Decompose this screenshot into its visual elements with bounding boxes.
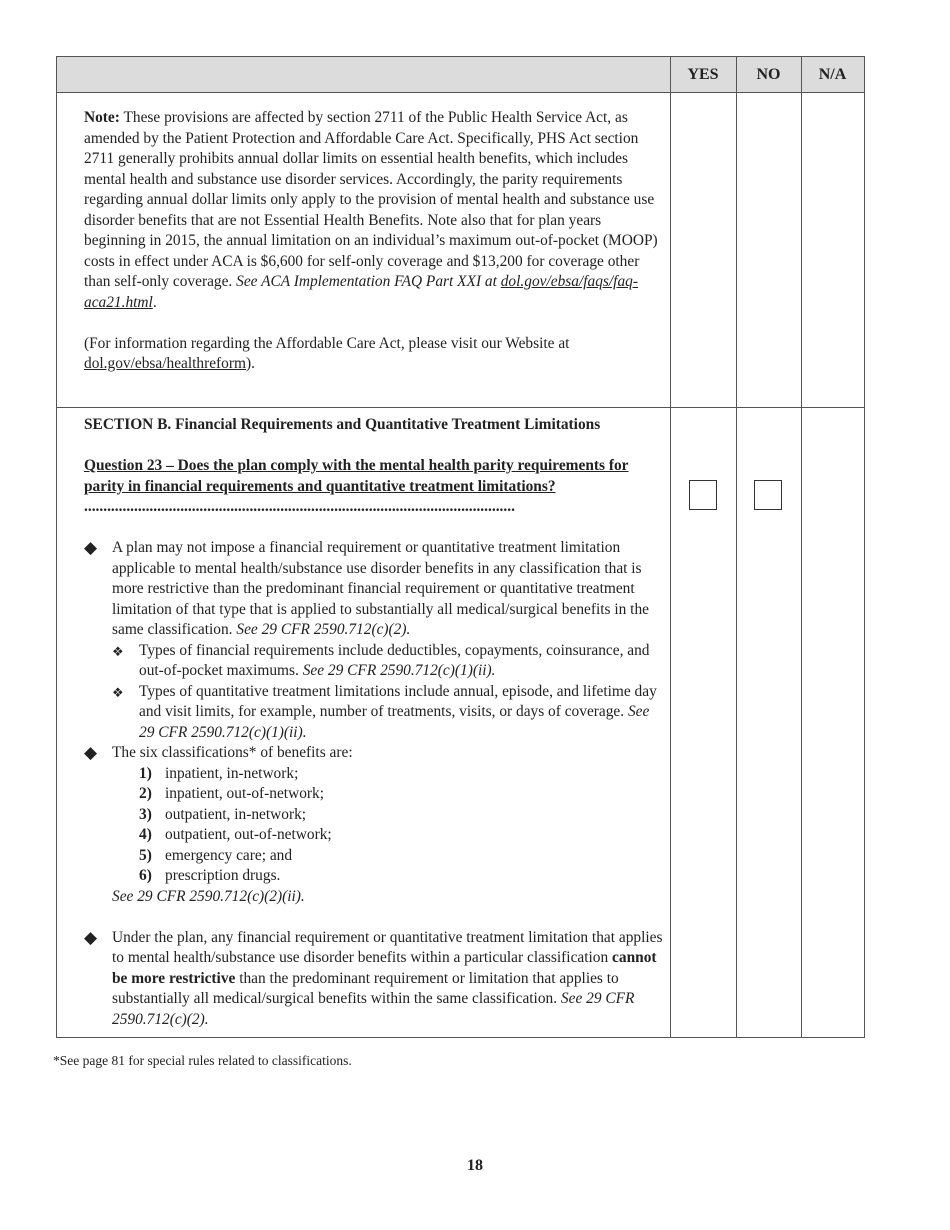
classification-item (84, 784, 664, 805)
section-b-cell (84, 415, 664, 1030)
bullet-text: The six classifications* of benefits are: (112, 744, 353, 761)
classification-number: 1) (139, 764, 152, 782)
sub-bullet-cite: See 29 CFR 2590.712(c)(1)(ii). (139, 703, 650, 741)
classification-text: prescription drugs. (165, 867, 281, 884)
aca-info-suffix: ). (245, 355, 255, 372)
sub-bullet-qtl-types (84, 682, 664, 744)
classification-text: inpatient, out-of-network; (165, 785, 324, 802)
aca-info-prefix: (For information regarding the Affordable Care Act, please visit our Website at (84, 334, 570, 352)
page-number: 18 (467, 1157, 483, 1174)
bullet-text: A plan may not impose a financial requirement or quantitative treatment limitation applicable to mental health/substance use disorder benefits in any classification that is more restrictive than the predominant financial requirement or quantitative treatment limitation of that type that is applied to substantially all medical/surgical benefits in the same classification. (112, 539, 649, 638)
bullet-cite: See 29 CFR 2590.712(c)(2). (112, 990, 635, 1028)
classification-item (84, 846, 664, 867)
checklist-table (56, 56, 865, 1038)
sub-bullet-text: Types of quantitative treatment limitations include annual, episode, and lifetime day and visit limits, for example, number of treatments, visits, or days of coverage. (139, 682, 657, 720)
bullet-six-classifications (84, 743, 664, 764)
note-end: . (152, 293, 157, 311)
column-divider (736, 57, 737, 1037)
classification-text: emergency care; and (165, 846, 293, 864)
classification-text: inpatient, in-network; (165, 764, 299, 782)
healthreform-link[interactable]: dol.gov/ebsa/healthreform (84, 355, 246, 372)
sub-bullet-financial-types (84, 641, 664, 682)
bullet-cite: See 29 CFR 2590.712(c)(2). (236, 621, 411, 638)
diamond-bullet-icon: ◆ (84, 743, 98, 762)
classification-number: 5) (139, 846, 152, 864)
aca-info (84, 334, 664, 375)
note-cell (84, 108, 664, 375)
classification-item (84, 764, 664, 785)
column-divider (670, 57, 671, 1037)
classification-text: outpatient, in-network; (165, 805, 307, 823)
q23-yes-checkbox[interactable] (689, 480, 717, 510)
bullet-financial-requirement (84, 538, 664, 641)
bullet-text: Under the plan, any financial requirement or quantitative treatment limitation that applies to mental health/substance use disorder benefits within a particular classification (112, 928, 663, 966)
header-no: NO (756, 66, 781, 83)
classification-number: 2) (139, 785, 152, 802)
note-label: Note: (84, 109, 120, 126)
note-text: These provisions are affected by section 2711 of the Public Health Service Act, as amended by the Patient Protection and Affordable Care Act. Specifically, PHS Act section 2711 generally prohibits annual dollar limits on essential health benefits, which includes mental health and substance use disorder services. Accordingly, the parity requirements regarding annual dollar limits only apply to the provision of mental health and substance use disorder benefits that are not Essential Health Benefits. Note also that for plan years beginning in 2015, the annual limitation on an individual’s maximum out-of-pocket (MOOP) costs in effect under ACA is $6,600 for self-only coverage and $13,200 for coverage other than self-only coverage. (84, 109, 658, 290)
q23-no-checkbox[interactable] (754, 480, 782, 510)
sub-bullet-cite: See 29 CFR 2590.712(c)(1)(ii). (302, 662, 496, 679)
section-b-title: SECTION B. Financial Requirements and Quantitative Treatment Limitations (84, 416, 601, 433)
classification-number: 3) (139, 805, 152, 823)
classification-number: 4) (139, 826, 152, 843)
bullet-more-restrictive (84, 928, 664, 1031)
header-yes: YES (687, 66, 719, 83)
classification-text: outpatient, out-of-network; (165, 826, 332, 843)
row-divider (57, 407, 864, 408)
classification-item (84, 805, 664, 826)
diamond-bullet-icon: ◆ (84, 927, 98, 947)
diamond-bullet-icon: ◆ (84, 538, 98, 557)
question-23-text: Question 23 – Does the plan comply with the mental health parity requirements for parity in financial requirements and quantitative treatment limitations? (84, 457, 629, 495)
faq-link[interactable]: dol.gov/ebsa/faqs/faq-aca21.html (84, 273, 638, 311)
bullet-text-end: than the predominant requirement or limitation that applies to substantially all medical/surgical benefits within the same classification. (112, 969, 619, 1007)
note-see: See ACA Implementation FAQ Part XXI at (236, 273, 501, 290)
sub-bullet-icon: ❖ (112, 643, 124, 659)
classification-item (84, 866, 664, 887)
classification-cite: See 29 CFR 2590.712(c)(2)(ii). (112, 887, 305, 905)
question-23 (84, 456, 664, 518)
bullet-emphasis: cannot be more restrictive (112, 949, 657, 987)
classification-item (84, 825, 664, 846)
note-paragraph (84, 108, 664, 313)
sub-bullet-text: Types of financial requirements include deductibles, copayments, coinsurance, and out-of-pocket maximums. (139, 641, 650, 679)
header-na: N/A (818, 66, 847, 83)
question-23-dots: ................................................................................................................ (84, 498, 515, 515)
classification-number: 6) (139, 867, 152, 884)
header-blank (57, 57, 670, 93)
column-divider (801, 57, 802, 1037)
sub-bullet-icon: ❖ (112, 684, 124, 700)
footnote: *See page 81 for special rules related to classifications. (53, 1053, 352, 1068)
